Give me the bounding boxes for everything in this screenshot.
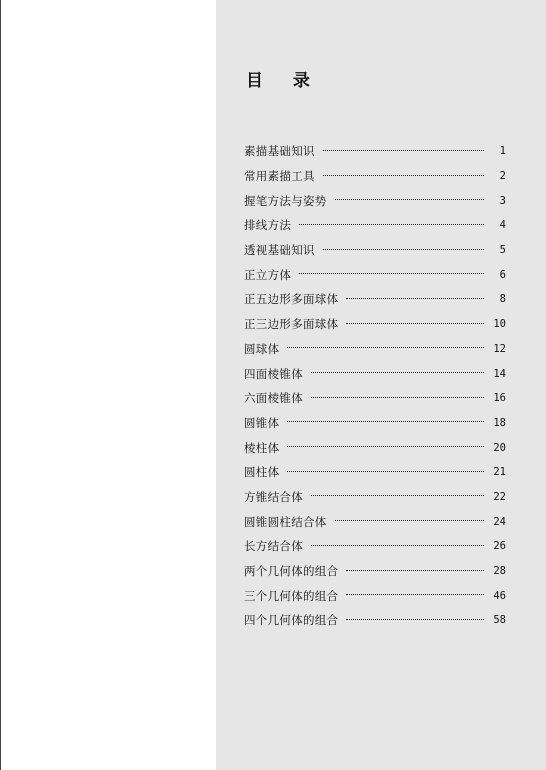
toc-entry[interactable] bbox=[244, 386, 506, 411]
toc-entry-label: 圆球体 bbox=[244, 341, 280, 356]
dot-leader bbox=[287, 471, 484, 472]
dot-leader bbox=[311, 495, 484, 496]
toc-entry-page-number: 12 bbox=[493, 342, 506, 355]
toc-entry-label: 圆柱体 bbox=[244, 465, 280, 480]
toc-entry-label: 长方结合体 bbox=[244, 539, 303, 554]
toc-entry-page-number: 46 bbox=[493, 589, 506, 602]
toc-entry-page-number: 14 bbox=[493, 367, 506, 380]
dot-leader bbox=[311, 545, 484, 546]
toc-entry-page-number: 22 bbox=[493, 490, 506, 503]
toc-entry[interactable] bbox=[244, 583, 506, 608]
toc-entry-page-number: 4 bbox=[499, 219, 506, 232]
toc-entry-page-number: 16 bbox=[493, 392, 506, 405]
toc-entry[interactable] bbox=[244, 238, 506, 263]
dot-leader bbox=[299, 273, 484, 274]
toc-entry-page-number: 8 bbox=[499, 293, 506, 306]
dot-leader bbox=[346, 594, 484, 595]
toc-entry[interactable] bbox=[244, 164, 506, 189]
toc-entry[interactable] bbox=[244, 485, 506, 510]
toc-entry-page-number: 21 bbox=[493, 466, 506, 479]
toc-entry-page-number: 26 bbox=[493, 540, 506, 553]
toc-entry-page-number: 3 bbox=[499, 194, 506, 207]
dot-leader bbox=[311, 397, 484, 398]
toc-entry-label: 排线方法 bbox=[244, 218, 292, 233]
toc-entry-page-number: 20 bbox=[493, 441, 506, 454]
contents-title: 目 录 bbox=[246, 71, 322, 91]
toc-entry-page-number: 28 bbox=[493, 565, 506, 578]
toc-entry[interactable] bbox=[244, 435, 506, 460]
toc-entry-label: 常用素描工具 bbox=[244, 169, 315, 184]
toc-entry[interactable] bbox=[244, 559, 506, 584]
toc-entry-label: 握笔方法与姿势 bbox=[244, 193, 327, 208]
table-of-contents bbox=[244, 139, 506, 633]
toc-entry-label: 棱柱体 bbox=[244, 440, 280, 455]
dot-leader bbox=[346, 570, 484, 571]
page-edge-line bbox=[0, 0, 1, 770]
dot-leader bbox=[323, 249, 484, 250]
toc-entry[interactable] bbox=[244, 460, 506, 485]
toc-entry-label: 方锥结合体 bbox=[244, 489, 303, 504]
toc-entry[interactable] bbox=[244, 337, 506, 362]
toc-entry-page-number: 5 bbox=[499, 244, 506, 257]
toc-entry[interactable] bbox=[244, 139, 506, 164]
toc-entry[interactable] bbox=[244, 509, 506, 534]
toc-entry-label: 素描基础知识 bbox=[244, 144, 315, 159]
toc-entry-label: 四个几何体的组合 bbox=[244, 613, 339, 628]
dot-leader bbox=[335, 520, 484, 521]
toc-entry[interactable] bbox=[244, 608, 506, 633]
dot-leader bbox=[346, 298, 484, 299]
dot-leader bbox=[287, 421, 484, 422]
toc-entry-label: 三个几何体的组合 bbox=[244, 588, 339, 603]
toc-entry-page-number: 2 bbox=[499, 170, 506, 183]
dot-leader bbox=[346, 619, 484, 620]
dot-leader bbox=[287, 347, 484, 348]
dot-leader bbox=[323, 175, 484, 176]
dot-leader bbox=[287, 446, 484, 447]
toc-entry[interactable] bbox=[244, 312, 506, 337]
toc-entry[interactable] bbox=[244, 534, 506, 559]
toc-entry[interactable] bbox=[244, 411, 506, 436]
toc-entry-label: 正三边形多面球体 bbox=[244, 317, 339, 332]
dot-leader bbox=[311, 372, 484, 373]
dot-leader bbox=[335, 199, 484, 200]
toc-entry[interactable] bbox=[244, 262, 506, 287]
toc-entry[interactable] bbox=[244, 361, 506, 386]
toc-entry-page-number: 24 bbox=[493, 515, 506, 528]
toc-entry[interactable] bbox=[244, 287, 506, 312]
toc-entry[interactable] bbox=[244, 188, 506, 213]
toc-entry-page-number: 18 bbox=[493, 416, 506, 429]
toc-entry-page-number: 1 bbox=[499, 145, 506, 158]
toc-entry-label: 四面棱锥体 bbox=[244, 366, 303, 381]
toc-entry-label: 透视基础知识 bbox=[244, 243, 315, 258]
toc-entry-page-number: 58 bbox=[493, 614, 506, 627]
toc-entry-label: 圆锥圆柱结合体 bbox=[244, 514, 327, 529]
toc-entry-page-number: 10 bbox=[493, 318, 506, 331]
dot-leader bbox=[346, 323, 484, 324]
toc-entry-label: 圆锥体 bbox=[244, 415, 280, 430]
toc-entry-label: 正立方体 bbox=[244, 267, 292, 282]
dot-leader bbox=[323, 150, 484, 151]
toc-entry-label: 六面棱锥体 bbox=[244, 391, 303, 406]
toc-entry[interactable] bbox=[244, 213, 506, 238]
toc-entry-label: 正五边形多面球体 bbox=[244, 292, 339, 307]
dot-leader bbox=[299, 224, 484, 225]
toc-entry-page-number: 6 bbox=[499, 268, 506, 281]
toc-entry-label: 两个几何体的组合 bbox=[244, 564, 339, 579]
